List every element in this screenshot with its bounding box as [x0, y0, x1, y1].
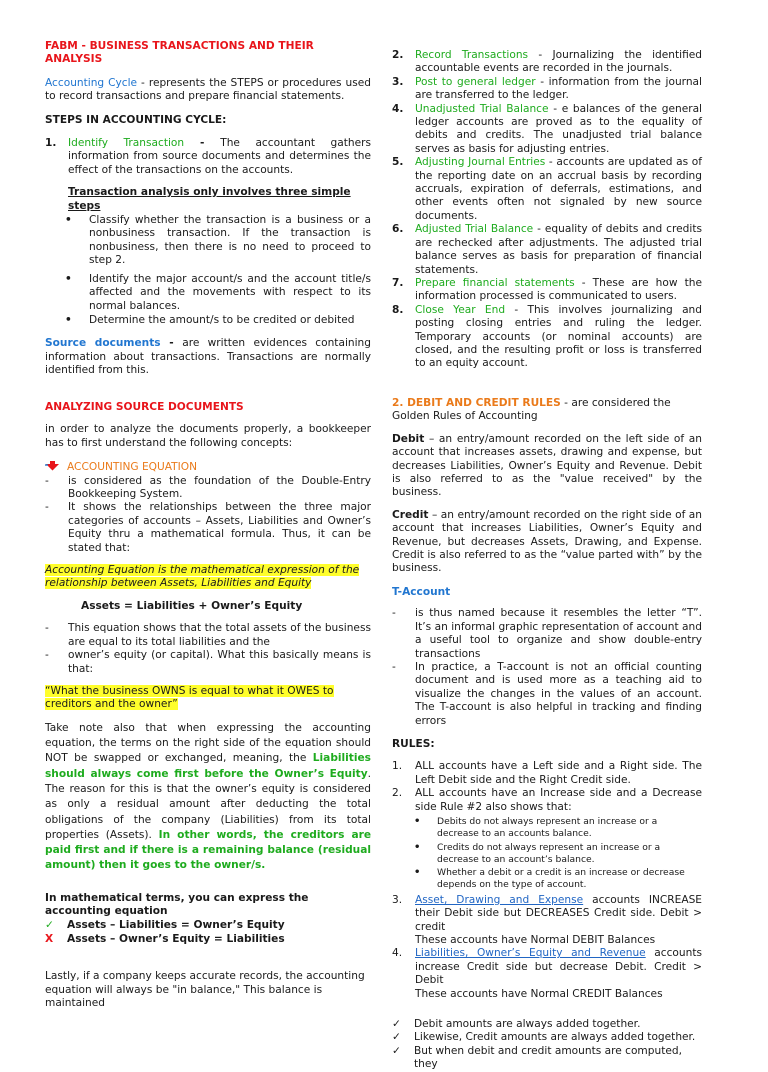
equation-dash-3-text: This equation shows that the total assets of the business are equal to its total liabilities and the [68, 622, 371, 648]
debit-credit-heading-row [392, 397, 702, 424]
rule-2-text: ALL accounts have an Increase side and a Decrease side Rule #2 also shows that: [415, 787, 702, 813]
debit-term: Debit [392, 432, 425, 445]
highlight-quote [45, 685, 371, 712]
t-account-dash-1-text: is thus named because it resembles the letter “T”. It’s an informal graphic representation of account and a useful tool to organize and show double-entry transactions [415, 607, 702, 660]
ta-bullet-1: • Classify whether the transaction is a business or a nonbusiness transaction. If the transaction is nonbusiness, then there is no need to proceed to step 2. [65, 214, 371, 267]
rule-2-number: 2. [392, 787, 403, 800]
credit-term: Credit [392, 508, 429, 521]
check-row-1 [392, 1018, 702, 1031]
source-documents-sep: - [160, 337, 183, 350]
rule-2 [392, 787, 702, 814]
step-4-term: Unadjusted Trial Balance [415, 102, 549, 115]
step-6-term: Adjusted Trial Balance [415, 223, 534, 236]
last-paragraph: Lastly, if a company keeps accurate records, the accounting equation will always be "in balance," This balance is maintained [45, 970, 365, 1010]
rule-1-number: 1. [392, 760, 403, 773]
math-row-correct [45, 919, 371, 932]
rule-3-text: accounts INCREASE their Debit side but DECREASES Credit side. Debit > credit [415, 893, 702, 933]
rule-3 [392, 894, 702, 948]
math-row-incorrect [45, 933, 371, 946]
left-top-section [45, 40, 371, 378]
step-5-term: Adjusting Journal Entries [415, 156, 546, 169]
equation-dash-2-text: It shows the relationships between the three major categories of accounts – Assets, Liabilities and Owner’s Equity thru a mathematical formula. Thus, it can be stated that: [68, 501, 371, 554]
highlight-definition-text: Accounting Equation is the mathematical expression of the relationship between Assets, Liabilities and Equity [45, 564, 360, 590]
step-3 [392, 76, 702, 103]
check-icon: ✓ [392, 1018, 401, 1030]
rule-3-number: 3. [392, 893, 403, 906]
arrow-down-icon [45, 460, 59, 471]
credit-definition [392, 509, 702, 576]
step-3-number: 3. [392, 75, 404, 88]
step-6-text: - equality of debits and credits are rechecked after adjustments. The adjusted trial balance serves as basis for preparation of financial statements. [415, 223, 702, 276]
check-row-2-text: Likewise, Credit amounts are always added together. [414, 1031, 696, 1044]
debit-definition [392, 433, 702, 500]
rule-4-text: accounts increase Credit side but decrease Debit. Credit > Debit [415, 947, 703, 987]
check-icon: ✓ [45, 918, 54, 931]
equation-dash-4: - owner’s equity (or capital). What this basically means is that: [45, 649, 371, 675]
residual-paragraph-b: . The reason for this is that the owner’s equity is considered as only a residual amount after deducting the total obligations of the company (Liabilities) from its total properties (Assets). [45, 767, 371, 841]
math-row-correct-text: Assets – Liabilities = Owner’s Equity [67, 918, 285, 931]
debit-text: – an entry/amount recorded on the left side of an account that increases assets, drawing and expense, but decreases Liabilities, Owner’s Equity and Revenue. Debit is also referred to as the "value received" by the business. [392, 432, 702, 499]
step-8-number: 8. [392, 303, 404, 316]
ta-bullet-3-text: Determine the amount/s to be credited or debited [89, 313, 355, 326]
step-7-term: Prepare financial statements [415, 276, 575, 289]
check-icon: ✓ [392, 1044, 401, 1057]
ta-bullet-3: • Determine the amount/s to be credited or debited [65, 313, 355, 326]
step-7-number: 7. [392, 276, 404, 289]
rule-3-line2: These accounts have Normal DEBIT Balances [415, 933, 656, 946]
left-bottom-section [45, 401, 371, 1011]
t-account-dash-2: - In practice, a T-account is not an official counting document and is used more as a teaching aid to visualize the changes in the values of an account. The T-account is also helpful in tracking and finding errors [392, 660, 702, 727]
analyzing-intro: in order to analyze the documents properly, a bookkeeper has to first understand the following concepts: [45, 423, 371, 449]
ta-bullet-2-text: Identify the major account/s and the account title/s affected and the movements with respect to its normal balances. [89, 272, 371, 312]
step-5-number: 5. [392, 156, 404, 169]
equation-dash-1: - is considered as the foundation of the Double-Entry Bookkeeping System. [45, 474, 371, 501]
accounting-cycle-def: - represents the STEPS or procedures used to record transactions and prepare financial statements. [45, 76, 371, 103]
step-4-number: 4. [392, 102, 404, 115]
debit-credit-heading: 2. DEBIT AND CREDIT RULES [392, 397, 561, 409]
x-mark-icon: X [45, 932, 54, 945]
highlight-quote-text: “What the business OWNS is equal to what it OWES to creditors and the owner” [45, 684, 334, 711]
rule-2-bullet-3: • Whether a debit or a credit is an increase or decrease depends on the type of account. [414, 867, 685, 891]
main-equation: Assets = Liabilities + Owner’s Equity [81, 599, 303, 612]
step-8-text: - This involves journalizing and posting closing entries and ruling the ledger. Temporary accounts (or nominal accounts) are closed, and the resulting profit or loss is transferred to an equity account. [415, 303, 702, 370]
rule-4-line2: These accounts have Normal CREDIT Balances [415, 987, 663, 1000]
rule-4-number: 4. [392, 947, 403, 960]
step-1-number: 1. [45, 137, 57, 150]
analyzing-heading: ANALYZING SOURCE DOCUMENTS [45, 401, 244, 413]
t-account-heading: T-Account [392, 585, 451, 598]
t-account-dash-2-text: In practice, a T-account is not an official counting document and is used more as a teaching aid to visualize the changes in the values of an account. The T-account is also helpful in tracking and finding errors [415, 660, 702, 727]
rule-4-link[interactable]: Liabilities, Owner’s Equity and Revenue [415, 947, 646, 960]
step-4-text: - e balances of the general ledger accounts are proved as to the equality of debits and credits. The unadjusted trial balance serves as basis for adjusting entries. [415, 102, 703, 155]
accounting-cycle-term: Accounting Cycle [45, 76, 138, 89]
rule-4 [392, 947, 702, 1001]
residual-paragraph-green-2: In other words, the creditors are paid first and if there is a remaining balance (residual amount) then it goes to the owner/s. [45, 828, 372, 872]
document-title: FABM - BUSINESS TRANSACTIONS AND THEIR ANALYSIS [45, 40, 314, 66]
rule-2-bullet-2-text: Credits do not always represent an increase or a decrease to an account’s balance. [437, 841, 661, 865]
right-bottom-section [392, 397, 702, 1072]
step-5-text: - accounts are updated as of the reporting date on an accrual basis by recording accruals, expiration of deferrals, estimations, and other events often not signaled by new source documents. [415, 156, 702, 222]
step-7-text: - These are how the information processed is communicated to users. [415, 276, 702, 303]
step-6-number: 6. [392, 223, 404, 236]
math-row-incorrect-text: Assets – Owner’s Equity = Liabilities [67, 932, 285, 945]
step-8-term: Close Year End [415, 303, 506, 316]
transaction-analysis-heading: Transaction analysis only involves three simple steps [68, 186, 351, 212]
equation-dash-1-text: is considered as the foundation of the Double-Entry Bookkeeping System. [68, 474, 371, 501]
debit-credit-heading-rest: - are considered the Golden Rules of Accounting [392, 397, 671, 423]
accounting-equation-heading-row [45, 459, 371, 474]
step-6 [392, 223, 702, 277]
step-1-sep: - [184, 137, 221, 150]
credit-text: – an entry/amount recorded on the right side of an account that increases Liabilities, Owner’s Equity and Revenue, but decreases Assets, Drawing, and Expense. Credit is also referred to as the “value parted with” by the business. [392, 508, 702, 575]
rule-2-bullet-1: • Debits do not always represent an increase or a decrease to an accounts balance. [414, 815, 658, 840]
rule-2-bullet-2: • Credits do not always represent an increase or a decrease to an account’s balance. [414, 841, 661, 865]
right-top-section [392, 49, 702, 371]
rule-2-bullet-3-text: Whether a debit or a credit is an increase or decrease depends on the type of account. [437, 867, 685, 891]
source-documents-text: are written evidences containing information about transactions. Transactions are normally identified from this. [45, 337, 371, 377]
check-row-3 [392, 1045, 702, 1072]
source-documents-term: Source documents [45, 337, 161, 350]
residual-paragraph-green-1: Liabilities should always come first before the Owner’s Equity [45, 752, 371, 780]
step-5 [392, 156, 702, 223]
equation-dash-4-text: owner’s equity (or capital). What this basically means is that: [68, 649, 371, 675]
steps-heading: STEPS IN ACCOUNTING CYCLE: [45, 113, 227, 126]
t-account-dash-1: - is thus named because it resembles the letter “T”. It’s an informal graphic representation of account and a useful tool to organize and show double-entry transactions [392, 607, 702, 660]
step-1-term: Identify Transaction [68, 137, 185, 150]
ta-bullet-2: • Identify the major account/s and the account title/s affected and the movements with respect to its normal balances. [65, 272, 371, 312]
step-2-number: 2. [392, 49, 404, 61]
accounting-equation-heading: ACCOUNTING EQUATION [67, 461, 198, 474]
rules-heading: RULES: [392, 737, 435, 750]
rule-1-text: ALL accounts have a Left side and a Right side. The Left Debit side and the Right Credit side. [415, 760, 702, 786]
step-8 [392, 304, 702, 371]
highlight-definition [45, 564, 371, 591]
residual-paragraph [45, 721, 371, 874]
accounting-cycle-paragraph [45, 77, 371, 104]
equation-dash-3: - This equation shows that the total assets of the business are equal to its total liabilities and the [45, 622, 371, 648]
equation-dash-2: - It shows the relationships between the three major categories of accounts – Assets, Liabilities and Owner’s Equity thru a mathematical formula. Thus, it can be stated that: [45, 501, 371, 554]
residual-paragraph-a: Take note also that when expressing the accounting equation, the terms on the right side of the equation should NOT be swapped or exchanged, meaning, the [45, 721, 371, 765]
step-4 [392, 103, 702, 157]
step-3-text: - information from the journal are transferred to the ledger. [415, 75, 702, 102]
rule-3-link[interactable]: Asset, Drawing and Expense [415, 893, 584, 906]
step-2-text: - Journalizing the identified accountable events are recorded in the journals. [415, 49, 703, 75]
source-documents-paragraph [45, 337, 371, 377]
ta-bullet-1-text: Classify whether the transaction is a business or a nonbusiness transaction. If the transaction is nonbusiness, then there is no need to proceed to step 2. [89, 214, 371, 267]
check-row-2 [392, 1031, 702, 1044]
check-row-1-text: Debit amounts are always added together. [414, 1018, 641, 1030]
math-heading: In mathematical terms, you can express the accounting equation [45, 891, 309, 918]
step-1 [45, 137, 371, 177]
step-3-term: Post to general ledger [415, 75, 536, 88]
check-row-3-text: But when debit and credit amounts are computed, they [414, 1044, 682, 1071]
rule-2-bullet-1-text: Debits do not always represent an increase or a decrease to an accounts balance. [437, 815, 658, 840]
step-1-text: The accountant gathers information from source documents and determines the effect of the transactions on the accounts. [68, 137, 372, 176]
check-icon: ✓ [392, 1031, 401, 1044]
rule-1 [392, 760, 702, 787]
step-2-term: Record Transactions [415, 49, 529, 61]
step-7 [392, 277, 702, 304]
step-2 [392, 49, 702, 76]
